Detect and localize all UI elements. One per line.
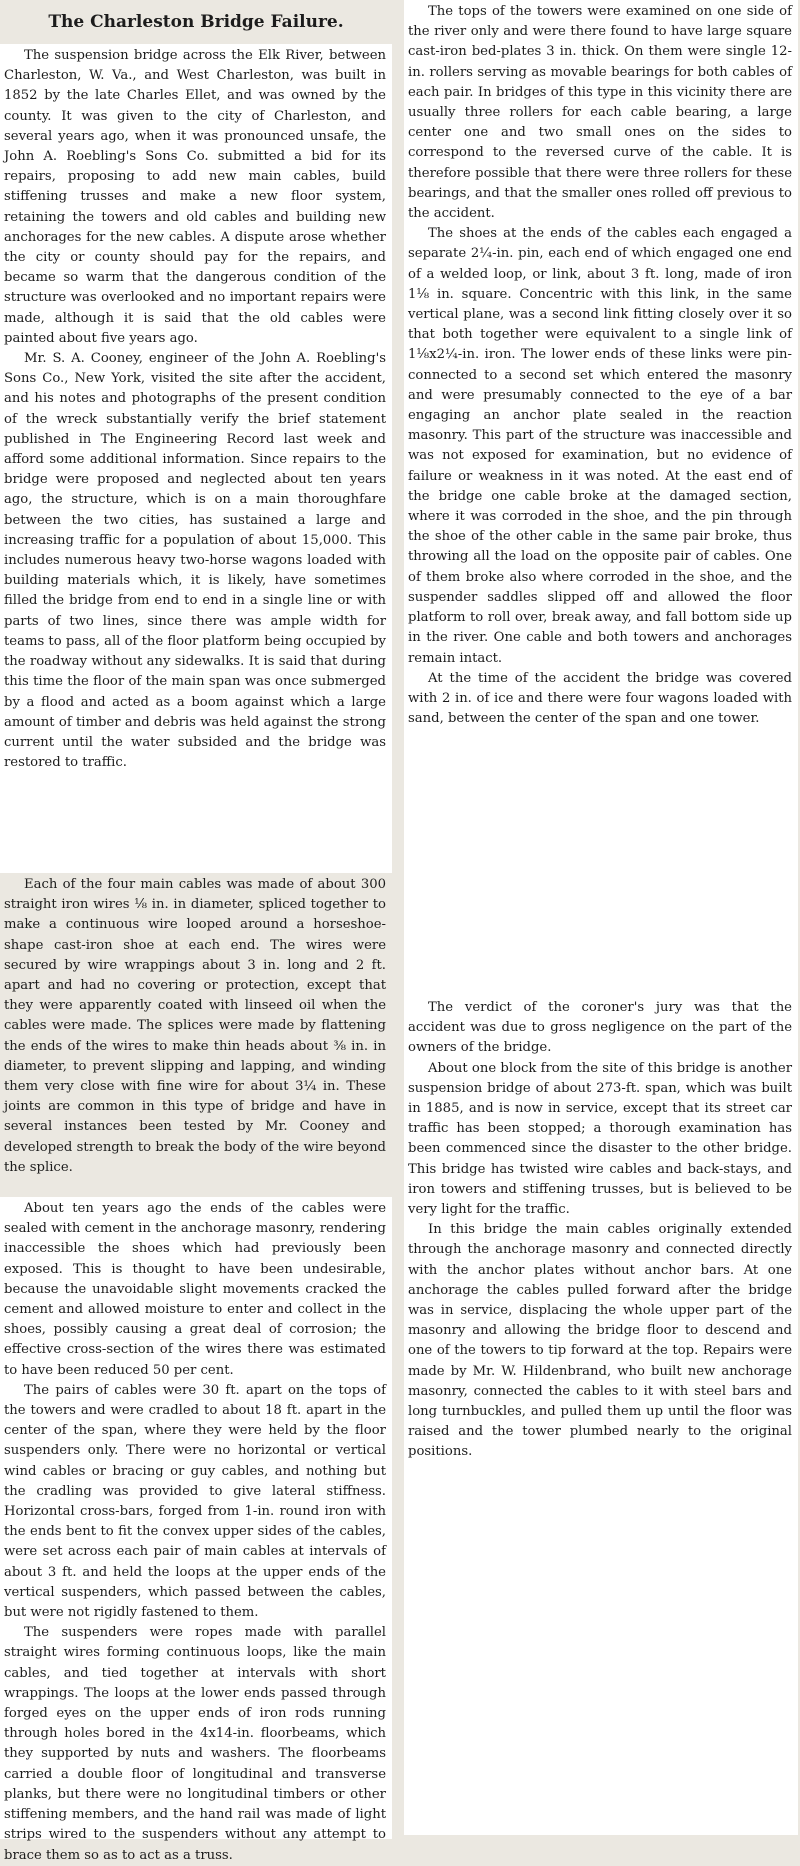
- text-block-4: [404, 0, 798, 996]
- paragraph-9: At the time of the accident the bridge was covered with 2 in. of ice and there were four wagons loaded with sand, between the center of the span and one tower.: [408, 670, 792, 727]
- paragraph-8: The shoes at the ends of the cables each engaged a separate 2¼-in. pin, each end of which engaged one end of a welded loop, or link, about 3 ft. long, made of iron 1⅛ in. square. Concentric with this link, in the same vertical plane, was a second link fitting closely over it so that both together were equivalent to a single link of 1⅛x2¼-in. iron. The lower ends of these links were pin-connected to a second set which entered the masonry and were presumably connected to the eye of a bar engaging an anchor plate sealed in the reaction masonry. This part of the structure was inaccessible and was not exposed for examination, but no evidence of failure or weakness in it was noted. At the east end of the bridge one cable broke at the damaged section, where it was corroded in the shoe, and the pin through the shoe of the other cable in the same pair broke, thus throwing all the load on the opposite pair of cables. One of them broke also where corroded in the shoe, and the suspender saddles slipped off and allowed the floor platform to roll over, break away, and fall bottom side up in the river. One cable and both towers and anchorages remain intact.: [408, 226, 792, 666]
- right-column: [404, 0, 798, 1839]
- paragraph-3: Each of the four main cables was made of about 300 straight iron wires ⅛ in. in diameter, spliced together to make a continuous wire looped around a horseshoe-shape cast-iron shoe at each end. The wires were secured by wire wrappings about 3 in. long and 2 ft. apart and had no covering or protection, except that they were apparently coated with linseed oil when the cables were made. The splices were made by flattening the ends of the wires to make thin heads about ⅜ in. in diameter, to prevent slipping and lapping, and winding them very close with fine wire for about 3¼ in. These joints are common in this type of bridge and have in several instances been tested by Mr. Cooney and developed strength to break the body of the wire beyond the splice.: [4, 877, 386, 1175]
- paragraph-11: About one block from the site of this bridge is another suspension bridge of about 273-ft. span, which was built in 1885, and is now in service, except that its street car traffic has been stopped; a thorough examination has been commenced since the disaster to the other bridge. This bridge has twisted wire cables and back-stays, and iron towers and stiffening trusses, but is believed to be very light for the traffic.: [408, 1060, 792, 1218]
- article-title: The Charleston Bridge Failure.: [48, 12, 344, 32]
- paragraph-1: The suspension bridge across the Elk River, between Charleston, W. Va., and West Charleston, was built in 1852 by the late Charles Ellet, and was owned by the county. It was given to the city of Charleston, and several years ago, when it was pronounced unsafe, the John A. Roebling's Sons Co. submitted a bid for its repairs, proposing to add new main cables, build stiffening trusses and make a new floor system, retaining the towers and old cables and building new anchorages for the new cables. A dispute arose whether the city or county should pay for the repairs, and became so warm that the dangerous condition of the structure was overlooked and no important repairs were made, although it is said that the old cables were painted about five years ago.: [4, 48, 386, 346]
- paragraph-5: The pairs of cables were 30 ft. apart on the tops of the towers and were cradled to about 18 ft. apart in the center of the span, where they were held by the floor suspenders only. There were no horizontal or vertical wind cables or bracing or guy cables, and nothing but the cradling was provided to give lateral stiffness. Horizontal cross-bars, forged from 1-in. round iron with the ends bent to fit the convex upper sides of the cables, were set across each pair of main cables at intervals of about 3 ft. and held the loops at the upper ends of the vertical suspenders, which passed between the cables, but were not rigidly fastened to them.: [4, 1382, 386, 1621]
- paragraph-12: In this bridge the main cables originally extended through the anchorage masonry and connected directly with the anchor plates without anchor bars. At one anchorage the cables pulled forward after the bridge was in service, displacing the whole upper part of the masonry and allowing the bridge floor to descend and one of the towers to tip forward at the top. Repairs were made by Mr. W. Hildenbrand, who built new anchorage masonry, connected the cables to it with steel bars and long turnbuckles, and pulled them up until the floor was raised and the tower plumbed nearly to the original positions.: [408, 1222, 792, 1460]
- text-block-3: [0, 1197, 392, 1863]
- paragraph-7: The tops of the towers were examined on one side of the river only and were there found to have large square cast-iron bed-plates 3 in. thick. On them were single 12-in. rollers serving as movable bearings for both cables of each pair. In bridges of this type in this vicinity there are usually three rollers for each cable bearing, a large center one and two small ones on the sides to correspond to the reversed curve of the cable. It is therefore possible that there were three rollers for these bearings, and that the smaller ones rolled off previous to the accident.: [408, 4, 792, 222]
- paragraph-4: About ten years ago the ends of the cables were sealed with cement in the anchorage masonry, rendering inaccessible the shoes which had previously been exposed. This is thought to have been undesirable, because the unavoidable slight movements cracked the cement and allowed moisture to enter and collect in the shoes, possibly causing a great deal of corrosion; the effective cross-section of the wires there was estimated to have been reduced 50 per cent.: [4, 1201, 386, 1378]
- left-column: [0, 0, 392, 1863]
- text-block-5: [404, 996, 798, 1835]
- text-block-1: [0, 44, 392, 873]
- paragraph-2: Mr. S. A. Cooney, engineer of the John A. Roebling's Sons Co., New York, visited the site after the accident, and his notes and photographs of the present condition of the wreck substantially verify the brief statement published in The Engineering Record last week and afford some additional information. Since repairs to the bridge were proposed and neglected about ten years ago, the structure, which is on a main thoroughfare between the two cities, has sustained a large and increasing traffic for a population of about 15,000. This includes numerous heavy two-horse wagons loaded with building materials which, it is likely, have sometimes filled the bridge from end to end in a single line or with parts of two lines, since there was ample width for teams to pass, all of the floor platform being occupied by the roadway without any sidewalks. It is said that during this time the floor of the main span was once submerged by a flood and acted as a boom against which a large amount of timber and debris was held against the strong current until the water subsided and the bridge was restored to traffic.: [4, 351, 386, 771]
- paragraph-6: The suspenders were ropes made with parallel straight wires forming continuous loops, like the main cables, and tied together at intervals with short wrappings. The loops at the lower ends passed through forged eyes on the upper ends of iron rods running through holes bored in the 4x14-in. floorbeams, which they supported by nuts and washers. The floorbeams carried a double floor of longitudinal and transverse planks, but there were no longitudinal timbers or other stiffening members, and the hand rail was made of light strips wired to the suspenders without any attempt to brace them so as to act as a truss.: [4, 1625, 386, 1863]
- text-block-2: [0, 873, 392, 1197]
- paragraph-10: The verdict of the coroner's jury was that the accident was due to gross negligence on the part of the owners of the bridge.: [408, 1000, 792, 1056]
